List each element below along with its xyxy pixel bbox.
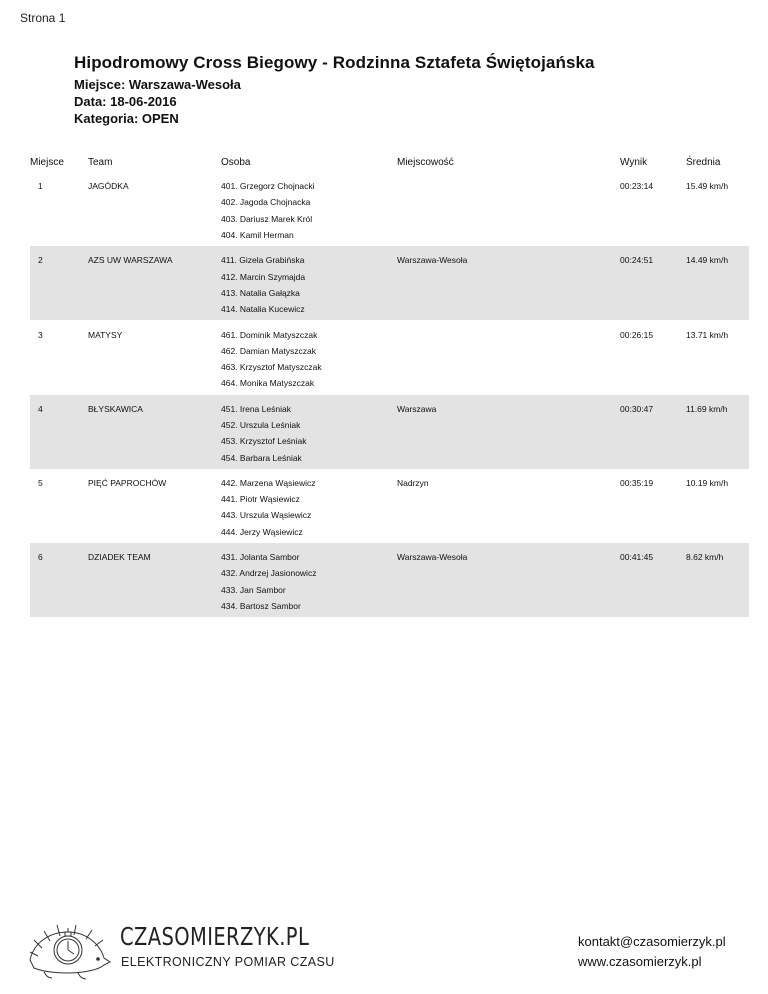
column-average: Średnia [686,156,721,168]
cell-person: 414. Natalia Kucewicz [221,304,305,315]
table-row [30,475,749,491]
cell-person: 441. Piotr Wąsiewicz [221,494,300,505]
contact-email: kontakt@czasomierzyk.pl [578,934,726,949]
cell-person: 413. Natalia Gałązka [221,287,300,298]
cell-average: 10.19 km/h [686,477,729,488]
team-rows [30,172,749,617]
cell-person: 404. Kamil Herman [221,230,294,241]
cell-average: 11.69 km/h [686,403,728,414]
column-city: Miejscowość [397,156,454,168]
team-group [30,320,749,394]
cell-team: BŁYSKAWICA [88,403,143,414]
results-table [30,152,749,617]
table-row [30,375,749,391]
table-row [30,178,749,194]
cell-place: 1 [38,181,43,192]
cell-result: 00:35:19 [620,477,654,488]
table-row [30,211,749,227]
event-title: Hipodromowy Cross Biegowy - Rodzinna Sztafeta Świętojańska [74,53,595,72]
cell-person: 443. Urszula Wąsiewicz [221,510,312,521]
cell-result: 00:26:15 [620,329,654,340]
table-row [30,491,749,507]
column-place: Miejsce [30,156,64,168]
cell-person: 444. Jerzy Wąsiewicz [221,526,303,537]
cell-person: 412. Marcin Szymajda [221,271,306,282]
team-group [30,469,749,543]
cell-person: 464. Monika Matyszczak [221,378,315,389]
brand-tagline: ELEKTRONICZNY POMIAR CZASU [121,955,335,969]
cell-person: 463. Krzysztof Matyszczak [221,362,322,373]
table-row [30,433,749,449]
cell-team: AZS UW WARSZAWA [88,255,173,266]
cell-result: 00:23:14 [620,181,654,192]
table-row [30,268,749,284]
cell-city: Warszawa [397,403,437,414]
cell-person: 442. Marzena Wąsiewicz [221,477,316,488]
team-group [30,395,749,469]
table-row [30,401,749,417]
event-category: Kategoria: OPEN [74,111,179,126]
column-result: Wynik [620,156,648,168]
table-row [30,549,749,565]
cell-city: Warszawa-Wesoła [397,255,468,266]
cell-person: 411. Gizela Grabińska [221,255,305,266]
cell-person: 454. Barbara Leśniak [221,452,302,463]
cell-team: MATYSY [88,329,123,340]
column-team: Team [88,156,113,168]
table-row [30,524,749,540]
cell-average: 14.49 km/h [686,255,729,266]
table-row [30,507,749,523]
cell-result: 00:41:45 [620,552,654,563]
cell-average: 13.71 km/h [686,329,729,340]
cell-place: 3 [38,329,43,340]
cell-place: 2 [38,255,43,266]
team-group [30,543,749,617]
table-header [30,152,749,172]
event-location: Miejsce: Warszawa-Wesoła [74,77,241,92]
page-label: Strona 1 [20,11,66,25]
document-header [74,53,595,127]
cell-person: 453. Krzysztof Leśniak [221,436,307,447]
cell-place: 6 [38,552,43,563]
cell-team: JAGÓDKA [88,181,129,192]
contact-block [578,932,726,972]
cell-team: PIĘĆ PAPROCHÓW [88,477,167,488]
cell-average: 8.62 km/h [686,552,724,563]
table-row [30,565,749,581]
cell-person: 452. Urszula Leśniak [221,420,301,430]
cell-person: 451. Irena Leśniak [221,403,291,414]
cell-person: 431. Jolanta Sambor [221,552,300,563]
table-row [30,598,749,614]
table-row [30,359,749,375]
table-row [30,326,749,342]
table-row [30,227,749,243]
column-person: Osoba [221,156,251,168]
table-row [30,343,749,359]
table-row [30,252,749,268]
hedgehog-stopwatch-icon [24,910,114,985]
cell-person: 432. Andrzej Jasionowicz [221,568,317,579]
contact-website: www.czasomierzyk.pl [578,954,702,969]
cell-team: DZIADEK TEAM [88,552,151,563]
cell-place: 5 [38,477,43,488]
brand-name: CZASOMIERZYK.PL [120,922,310,951]
cell-person: 433. Jan Sambor [221,584,286,595]
cell-person: 434. Bartosz Sambor [221,600,301,611]
cell-city: Warszawa-Wesoła [397,552,468,563]
table-row [30,301,749,317]
table-row [30,582,749,598]
table-row [30,417,749,433]
cell-person: 402. Jagoda Chojnacka [221,197,311,208]
cell-city: Nadrzyn [397,477,429,488]
cell-average: 15.49 km/h [686,181,729,192]
cell-person: 461. Dominik Matyszczak [221,329,318,340]
event-date: Data: 18-06-2016 [74,94,177,109]
table-row [30,194,749,210]
cell-person: 462. Damian Matyszczak [221,345,316,356]
team-group [30,246,749,320]
cell-person: 403. Dariusz Marek Król [221,213,313,224]
team-group [30,172,749,246]
table-row [30,449,749,465]
cell-result: 00:30:47 [620,403,654,414]
cell-place: 4 [38,403,43,414]
cell-result: 00:24:51 [620,255,654,266]
table-row [30,285,749,301]
cell-person: 401. Grzegorz Chojnacki [221,181,315,192]
footer [0,900,768,994]
